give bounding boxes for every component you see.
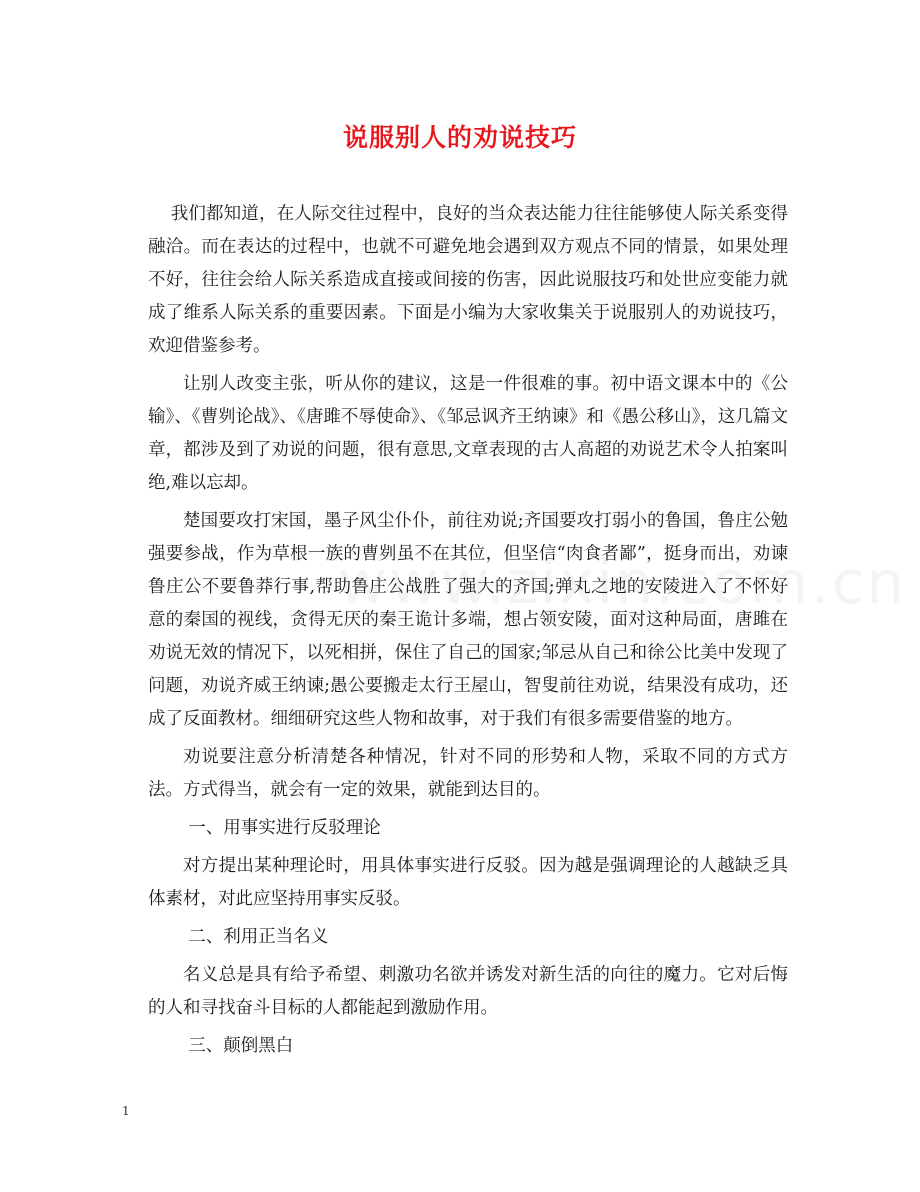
page-number: 1: [122, 1104, 130, 1118]
paragraph: 让别人改变主张，听从你的建议，这是一件很难的事。初中语文课本中的《公输》、《曹刿论战》、《唐雎不辱使命》、《邹忌讽齐王纳谏》和《愚公移山》，这几篇文章，都涉及到了劝说的问题，很有意思,文章表现的古人高超的劝说艺术令人拍案叫绝,难以忘却。: [148, 374, 788, 493]
section-heading: 三、颠倒黑白: [188, 1036, 294, 1056]
paragraph-intro: 我们都知道，在人际交往过程中，良好的当众表达能力往往能够使人际关系变得融洽。而在表达的过程中，也就不可避免地会遇到双方观点不同的情景，如果处理不好，往往会给人际关系造成直接或间接的伤害，因此说服技巧和处世应变能力就成了维系人际关系的重要因素。下面是小编为大家收集关于说服别人的劝说技巧，欢迎借鉴参考。: [148, 204, 788, 356]
section-heading: 一、用事实进行反驳理论: [188, 818, 381, 838]
document-body: [148, 198, 788, 1068]
paragraph: 名义总是具有给予希望、刺激功名欲并诱发对新生活的向往的魔力。它对后悔的人和寻找奋斗目标的人都能起到激励作用。: [148, 965, 788, 1018]
section-heading: 二、利用正当名义: [188, 927, 329, 947]
document-title: 说服别人的劝说技巧: [342, 123, 577, 152]
paragraph: 对方提出某种理论时，用具体事实进行反驳。因为越是强调理论的人越缺乏具体素材，对此应坚持用事实反驳。: [148, 856, 788, 909]
paragraph: 劝说要注意分析清楚各种情况，针对不同的形势和人物，采取不同的方式方法。方式得当，就会有一定的效果，就能到达目的。: [148, 747, 788, 800]
paragraph: 楚国要攻打宋国，墨子风尘仆仆，前往劝说;齐国要攻打弱小的鲁国，鲁庄公勉强要参战，作为草根一族的曹刿虽不在其位，但坚信“肉食者鄙”，挺身而出，劝谏鲁庄公不要鲁莽行事,帮助鲁庄公战胜了强大的齐国;弹丸之地的安陵进入了不怀好意的秦国的视线，贪得无厌的秦王诡计多端，想占领安陵，面对这种局面，唐雎在劝说无效的情况下，以死相拼，保住了自己的国家;邹忌从自己和徐公比美中发现了问题，劝说齐威王纳谏;愚公要搬走太行王屋山，智叟前往劝说，结果没有成功，还成了反面教材。细细研究这些人物和故事，对于我们有很多需要借鉴的地方。: [148, 511, 788, 729]
